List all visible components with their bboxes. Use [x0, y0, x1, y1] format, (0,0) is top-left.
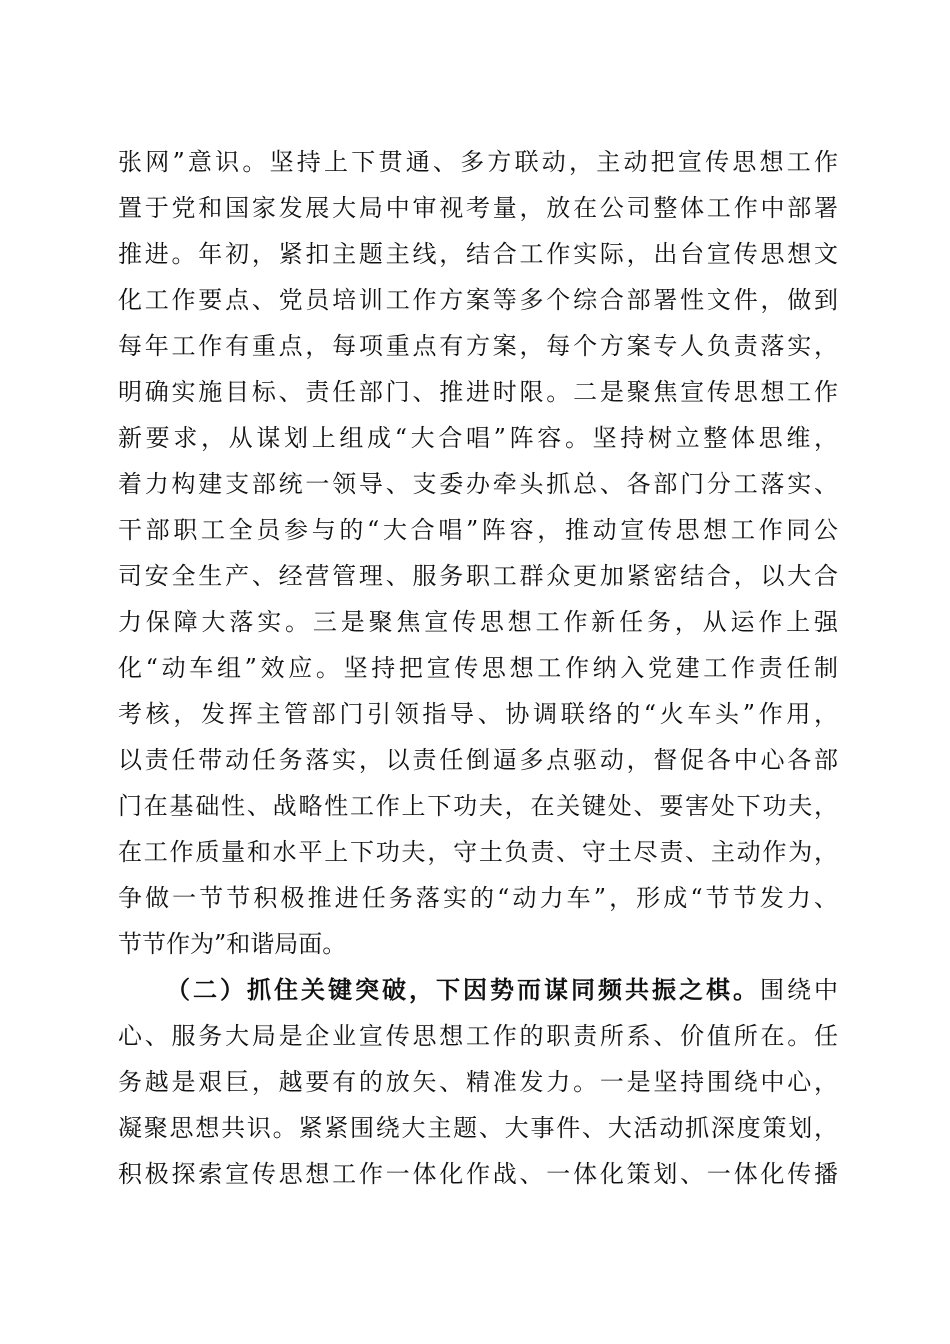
paragraph-line: 推进。年初，紧扣主题主线，结合工作实际，出台宣传思想文: [118, 240, 838, 268]
paragraph-line: 新要求，从谋划上组成“大合唱”阵容。坚持树立整体思维，: [118, 424, 838, 452]
paragraph-line: 司安全生产、经营管理、服务职工群众更加紧密结合，以大合: [118, 562, 838, 590]
paragraph-line: 着力构建支部统一领导、支委办牵头抓总、各部门分工落实、: [118, 470, 838, 498]
section-heading-line: [166, 970, 838, 1010]
paragraph-text: 围绕中: [760, 976, 838, 1004]
paragraph-line: 张网”意识。坚持上下贯通、多方联动，主动把宣传思想工作: [118, 148, 838, 176]
paragraph-line: 节节作为”和谐局面。: [118, 930, 347, 958]
paragraph-line: 务越是艰巨，越要有的放矢、精准发力。一是坚持围绕中心，: [118, 1068, 838, 1096]
paragraph-line: 力保障大落实。三是聚焦宣传思想工作新任务，从运作上强: [118, 608, 838, 636]
paragraph-line: 争做一节节积极推进任务落实的“动力车”，形成“节节发力、: [118, 884, 838, 912]
paragraph-line: 积极探索宣传思想工作一体化作战、一体化策划、一体化传播: [118, 1160, 838, 1188]
paragraph-line: 门在基础性、战略性工作上下功夫，在关键处、要害处下功夫，: [118, 792, 838, 820]
paragraph-line: 考核，发挥主管部门引领指导、协调联络的“火车头”作用，: [118, 700, 838, 728]
paragraph-line: 化工作要点、党员培训工作方案等多个综合部署性文件，做到: [118, 286, 838, 314]
paragraph-line: 明确实施目标、责任部门、推进时限。二是聚焦宣传思想工作: [118, 378, 838, 406]
paragraph-line: 干部职工全员参与的“大合唱”阵容，推动宣传思想工作同公: [118, 516, 838, 544]
paragraph-line: 以责任带动任务落实，以责任倒逼多点驱动，督促各中心各部: [118, 746, 838, 774]
section-heading: （二）抓住关键突破，下因势而谋同频共振之棋。: [166, 975, 760, 1004]
paragraph-line: 置于党和国家发展大局中审视考量，放在公司整体工作中部署: [118, 194, 838, 222]
paragraph-line: 每年工作有重点，每项重点有方案，每个方案专人负责落实，: [118, 332, 838, 360]
paragraph-line: 在工作质量和水平上下功夫，守土负责、守土尽责、主动作为，: [118, 838, 838, 866]
paragraph-line: 化“动车组”效应。坚持把宣传思想工作纳入党建工作责任制: [118, 654, 838, 682]
paragraph-line: 凝聚思想共识。紧紧围绕大主题、大事件、大活动抓深度策划，: [118, 1114, 838, 1142]
paragraph-line: 心、服务大局是企业宣传思想工作的职责所系、价值所在。任: [118, 1022, 838, 1050]
